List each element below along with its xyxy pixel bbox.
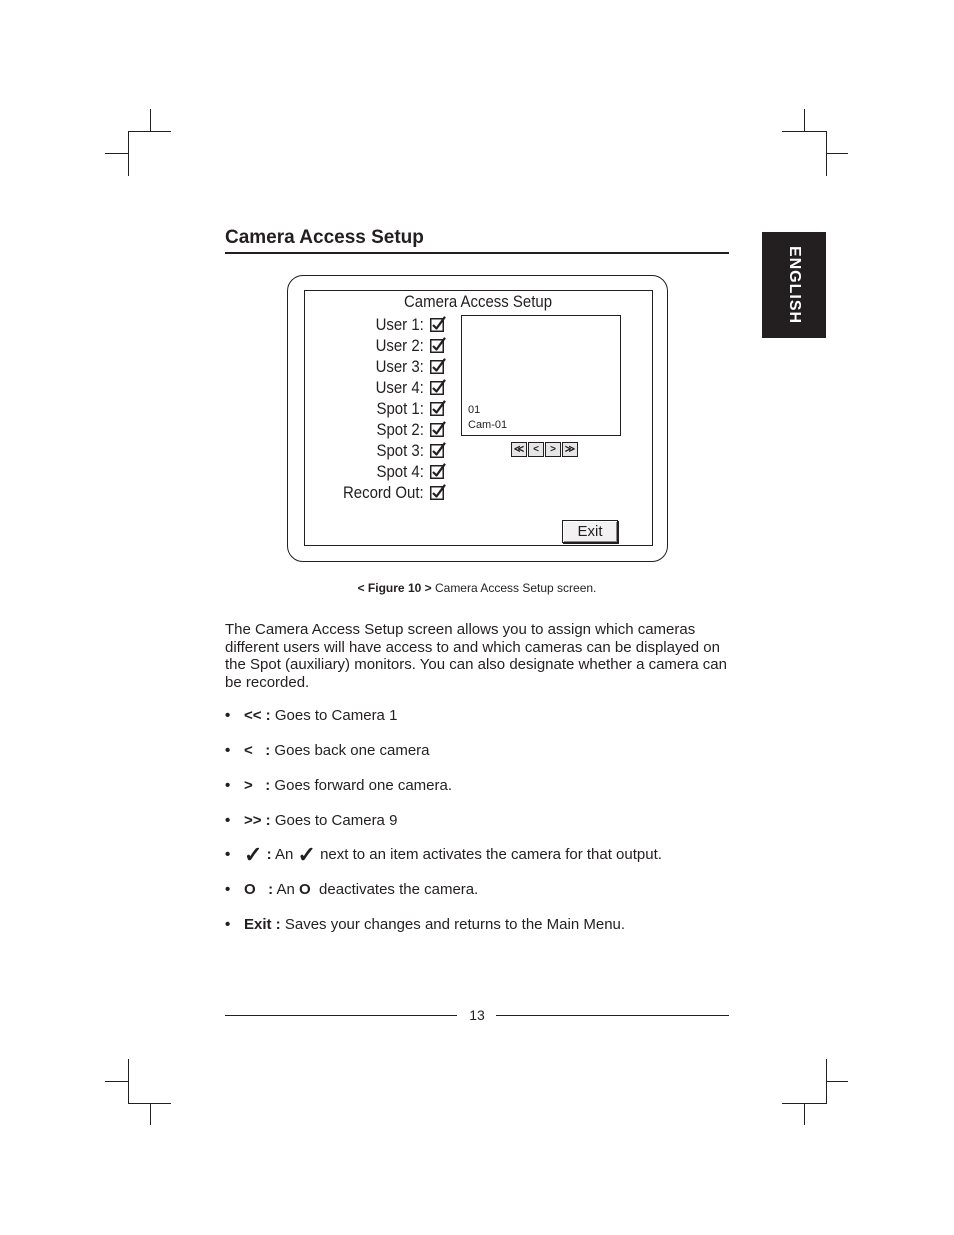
access-checkbox[interactable]	[430, 379, 446, 395]
camera-number: 01	[468, 404, 481, 416]
access-row	[300, 314, 450, 335]
bullet-symbol: •	[225, 707, 231, 724]
bullet-key: > :	[244, 777, 271, 794]
bullet-symbol: •	[225, 812, 231, 829]
language-tab	[762, 232, 826, 338]
access-list	[300, 314, 450, 503]
crop-mark	[804, 1103, 805, 1125]
access-row	[300, 335, 450, 356]
title-underline	[225, 252, 729, 254]
bullet-key: << :	[244, 707, 271, 724]
bullet-text: Goes back one camera	[270, 742, 430, 759]
bullet-mid: An	[271, 846, 298, 863]
bullet-text: Goes to Camera 9	[270, 812, 398, 829]
access-row-label: User 2:	[375, 336, 424, 355]
bullet-text: Goes forward one camera.	[270, 777, 453, 794]
crop-mark	[128, 131, 171, 132]
access-row	[300, 377, 450, 398]
access-row	[300, 440, 450, 461]
access-checkbox[interactable]	[430, 316, 446, 332]
access-row-label: Spot 2:	[376, 420, 424, 439]
access-checkbox[interactable]	[430, 400, 446, 416]
bullet-key: Exit :	[244, 916, 281, 933]
intro-paragraph: The Camera Access Setup screen allows you to assign which cameras different users will have access to and which cameras can be displayed on the Spot (auxiliary) monitors. You can also designate whether a camera can be recorded.	[225, 621, 727, 691]
camera-preview	[461, 315, 621, 436]
bullet-text: Saves your changes and returns to the Main Menu.	[280, 916, 626, 933]
access-row	[300, 356, 450, 377]
access-checkbox[interactable]	[430, 442, 446, 458]
bullet-key: O :	[244, 881, 274, 898]
access-row-label: User 1:	[375, 315, 424, 334]
figure-caption-prefix: < Figure 10 >	[357, 581, 432, 595]
access-checkbox[interactable]	[430, 358, 446, 374]
last-camera-button[interactable]: ≫	[562, 442, 578, 457]
screen-title: Camera Access Setup	[404, 292, 553, 311]
access-checkbox[interactable]	[430, 463, 446, 479]
bullet-text: Goes to Camera 1	[270, 707, 398, 724]
access-checkbox[interactable]	[430, 421, 446, 437]
exit-button[interactable]: Exit	[562, 520, 618, 543]
crop-mark	[782, 131, 827, 132]
crop-mark	[150, 109, 151, 132]
access-row	[300, 461, 450, 482]
bullet-symbol: •	[225, 916, 231, 933]
page-number: 13	[469, 1007, 485, 1023]
crop-mark	[105, 1081, 129, 1082]
bullet-key-inline: O	[299, 881, 311, 898]
bullet-text: deactivates the camera.	[310, 881, 479, 898]
language-tab-label: ENGLISH	[786, 245, 803, 325]
access-row-label: User 3:	[375, 357, 424, 376]
camera-nav	[511, 442, 579, 457]
bullet-text: next to an item activates the camera for that output.	[315, 846, 662, 863]
access-checkbox[interactable]	[430, 337, 446, 353]
bullet-key: >> :	[244, 812, 271, 829]
page-title: Camera Access Setup	[225, 227, 424, 248]
figure-caption-text: Camera Access Setup screen.	[431, 581, 597, 595]
first-camera-button[interactable]: ≪	[511, 442, 527, 457]
access-row-label: Spot 3:	[376, 441, 424, 460]
bullet-symbol: •	[225, 777, 231, 794]
camera-name: Cam-01	[468, 419, 508, 431]
access-row-label: Record Out:	[343, 483, 424, 502]
access-row-label: Spot 4:	[376, 462, 424, 481]
access-checkbox[interactable]	[430, 484, 446, 500]
next-camera-button[interactable]: >	[545, 442, 561, 457]
access-row	[300, 419, 450, 440]
bullet-symbol: •	[225, 881, 231, 898]
crop-mark	[826, 1081, 848, 1082]
crop-mark	[804, 109, 805, 132]
bullet-key: < :	[244, 742, 271, 759]
bullet-symbol: •	[225, 742, 231, 759]
access-row	[300, 482, 450, 503]
bullet-symbol: •	[225, 846, 231, 863]
figure-caption	[0, 581, 954, 595]
crop-mark	[150, 1103, 151, 1125]
access-row-label: Spot 1:	[376, 399, 424, 418]
bullet-key: :	[262, 846, 272, 863]
crop-mark	[105, 153, 129, 154]
checkmark-icon: ✓	[297, 842, 316, 867]
bullet-mid: An	[273, 881, 300, 898]
prev-camera-button[interactable]: <	[528, 442, 544, 457]
crop-mark	[826, 153, 848, 154]
access-row	[300, 398, 450, 419]
checkmark-icon: ✓	[244, 842, 263, 867]
access-row-label: User 4:	[375, 378, 424, 397]
